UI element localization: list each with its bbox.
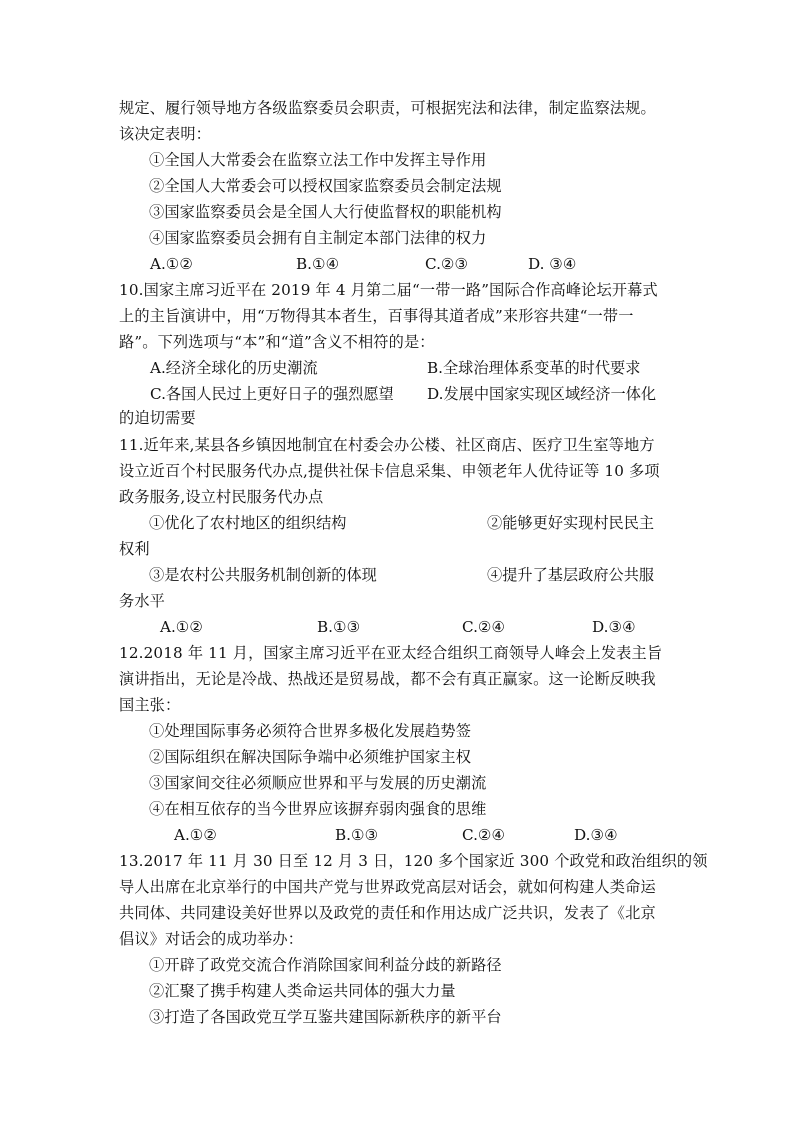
q10-stem-line-3: 路”。下列选项与“本”和“道”含义不相符的是：: [119, 333, 435, 351]
q9-stem-line-2: 该决定表明：: [119, 125, 212, 143]
q9-statement-1: ①全国人大常委会在监察立法工作中发挥主导作用: [149, 151, 487, 169]
q12-statement-2: ②国际组织在解决国际争端中必须维护国家主权: [149, 748, 472, 766]
q11-statement-2-wrap: 权利: [119, 540, 150, 558]
q12-statement-3: ③国家间交往必须顺应世界和平与发展的历史潮流: [149, 774, 487, 792]
q11-stem-line-3: 政务服务,设立村民服务代办点: [119, 488, 324, 506]
q11-statement-2: ②能够更好实现村民民主: [487, 514, 655, 532]
q12-statement-1: ①处理国际事务必须符合世界多极化发展趋势签: [149, 722, 472, 740]
q9-option-c: C.②③: [425, 255, 469, 273]
q11-stem-line-2: 设立近百个村民服务代办点,提供社保卡信息采集、申领老年人优待证等 10 多项: [119, 462, 660, 480]
q13-statement-2: ②汇聚了携手构建人类命运共同体的强大力量: [149, 982, 456, 1000]
q11-statement-4-wrap: 务水平: [119, 592, 166, 610]
q13-stem-line-2: 导人出席在北京举行的中国共产党与世界政党高层对话会，就如何构建人类命运: [119, 878, 656, 896]
q12-option-c: C.②④: [462, 826, 506, 844]
q9-statement-3: ③国家监察委员会是全国人大行使监督权的职能机构: [149, 203, 502, 221]
q11-option-c: C.②④: [462, 618, 506, 636]
q12-statement-4: ④在相互依存的当今世界应该摒弃弱肉强食的思维: [149, 800, 487, 818]
q12-option-d: D.③④: [574, 826, 618, 844]
q9-stem-line-1: 规定、履行领导地方各级监察委员会职责，可根据宪法和法律，制定监察法规。: [119, 99, 656, 117]
q11-option-d: D.③④: [592, 618, 636, 636]
q13-stem-line-4: 倡议》对话会的成功举办：: [119, 930, 304, 948]
q10-stem-line-2: 上的主旨演讲中，用“万物得其本者生，百事得其道者成”来形容共建“一带一: [119, 307, 634, 325]
q13-stem-line-3: 共同体、共同建设美好世界以及政党的责任和作用达成广泛共识，发表了《北京: [119, 904, 656, 922]
q13-statement-3: ③打造了各国政党互学互鉴共建国际新秩序的新平台: [149, 1008, 502, 1026]
q11-statement-1: ①优化了农村地区的组织结构: [149, 514, 347, 532]
q12-stem-line-2: 演讲指出，无论是冷战、热战还是贸易战，都不会有真正赢家。这一论断反映我: [119, 670, 656, 688]
q10-option-d: D.发展中国家实现区域经济一体化: [427, 385, 657, 403]
q10-option-c: C.各国人民过上更好日子的强烈愿望: [150, 385, 394, 403]
q12-option-b: B.①③: [335, 826, 379, 844]
q9-option-b: B.①④: [296, 255, 340, 273]
q11-stem-line-1: 11.近年来,某县各乡镇因地制宜在村委会办公楼、社区商店、医疗卫生室等地方: [119, 436, 655, 454]
q10-stem-line-1: 10.国家主席习近平在 2019 年 4 月第二届“一带一路”国际合作高峰论坛开幕式: [119, 281, 658, 299]
q9-option-a: A.①②: [150, 255, 194, 273]
q12-option-a: A.①②: [174, 826, 218, 844]
q12-stem-line-1: 12.2018 年 11 月，国家主席习近平在亚太经合组织工商领导人峰会上发表主旨: [119, 644, 663, 662]
q13-statement-1: ①开辟了政党交流合作消除国家间利益分歧的新路径: [149, 956, 502, 974]
q11-statement-4: ④提升了基层政府公共服: [487, 566, 655, 584]
q10-option-a: A.经济全球化的历史潮流: [150, 359, 318, 377]
q11-option-b: B.①③: [317, 618, 361, 636]
q9-option-d: D. ③④: [528, 255, 577, 273]
q11-option-a: A.①②: [160, 618, 204, 636]
q12-stem-line-3: 国主张：: [119, 696, 181, 714]
q9-statement-2: ②全国人大常委会可以授权国家监察委员会制定法规: [149, 177, 502, 195]
q10-option-b: B.全球治理体系变革的时代要求: [427, 359, 641, 377]
q13-stem-line-1: 13.2017 年 11 月 30 日至 12 月 3 日，120 多个国家近 300 个政党和政治组织的领: [119, 852, 708, 870]
q11-statement-3: ③是农村公共服务机制创新的体现: [149, 566, 377, 584]
q9-statement-4: ④国家监察委员会拥有自主制定本部门法律的权力: [149, 229, 487, 247]
q10-option-d-wrap: 的迫切需要: [119, 409, 196, 427]
